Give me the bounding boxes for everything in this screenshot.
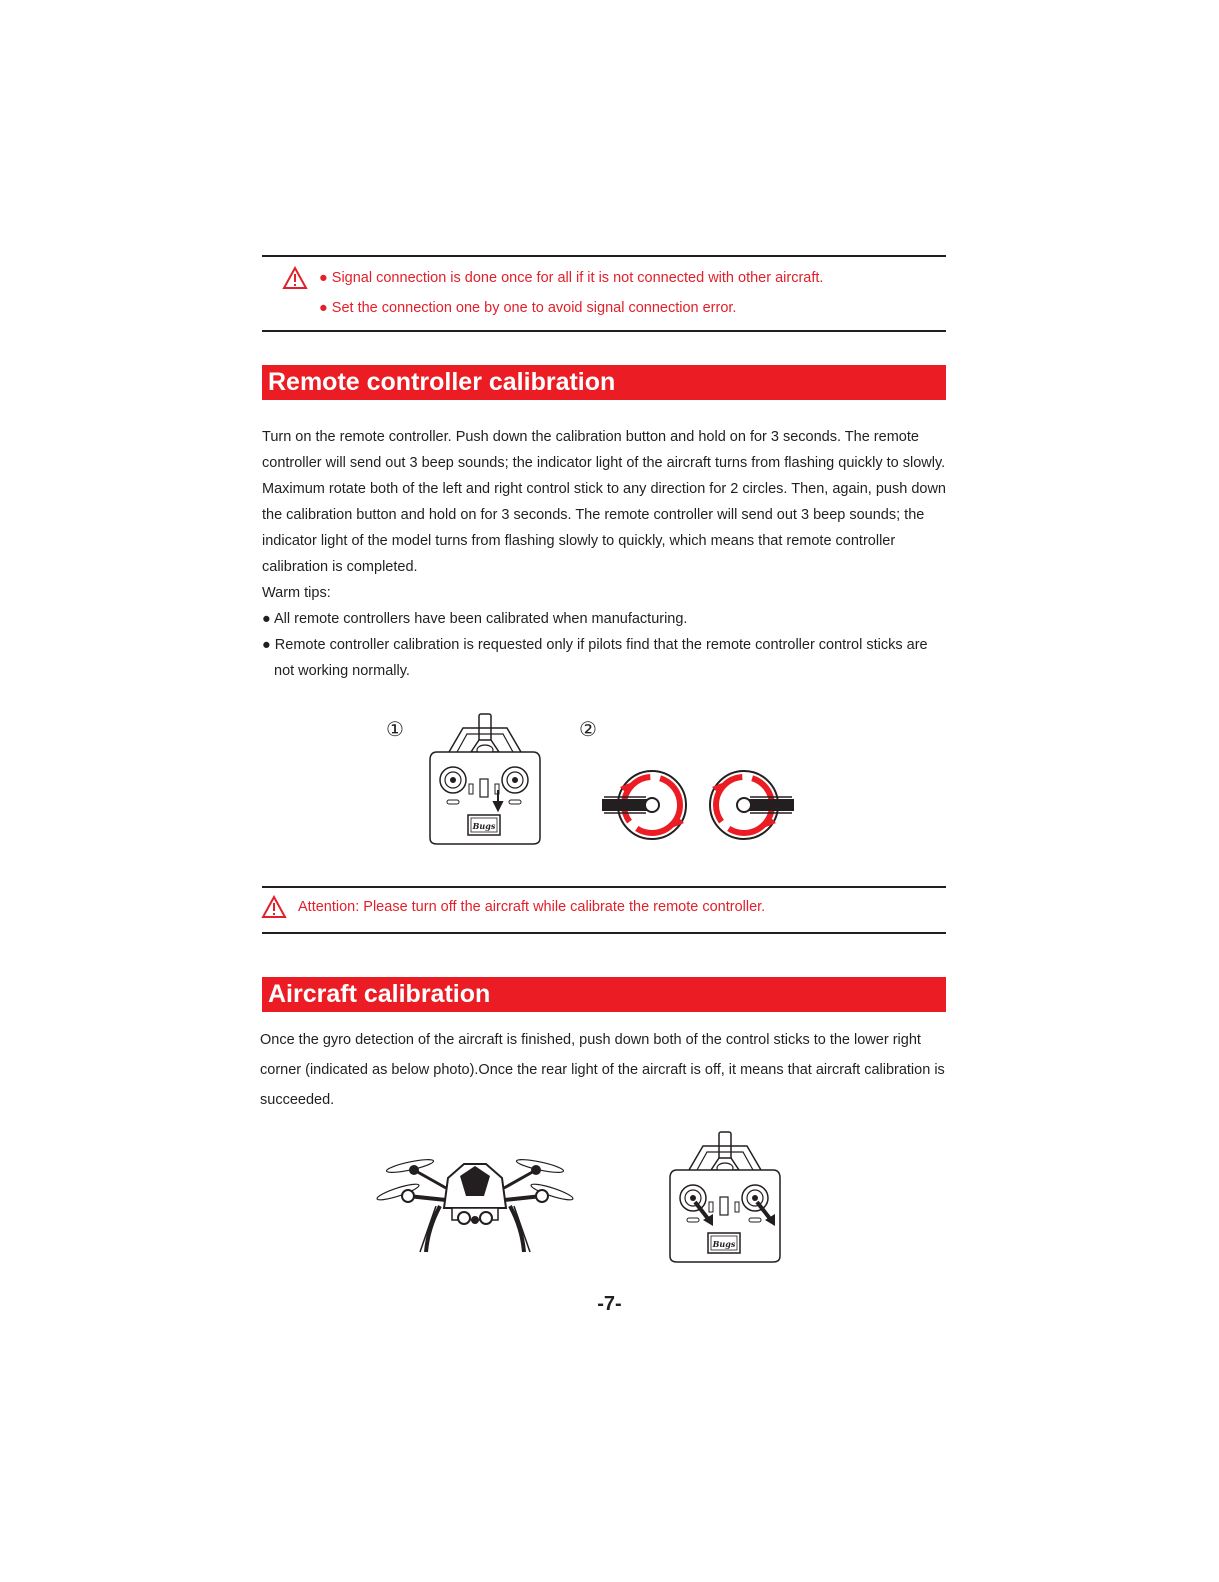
left-stick-rotation-icon: [602, 771, 686, 839]
step-2-marker: ②: [579, 717, 597, 741]
top-divider-bottom: [262, 330, 946, 332]
brand-label: Bugs: [472, 821, 496, 831]
drone-illustration: [376, 1148, 574, 1258]
remote-calibration-paragraph: Turn on the remote controller. Push down the calibration button and hold on for 3 seconds. The remote controller will send out 3 beep sounds; the indicator light of the aircraft turns from flashing quickly to slowly. Maximum rotate both of the left and right control stick to any direction for 2 circles. Then, again, push down the calibration button and hold on for 3 seconds. The remote controller will send out 3 beep sounds; the indicator light of the model turns from flashing slowly to quickly, which means that remote controller calibration is completed.: [262, 429, 946, 575]
warning-triangle-icon: [282, 266, 308, 290]
attention-divider-top: [262, 886, 946, 888]
section-title: Aircraft calibration: [268, 980, 491, 1008]
section-header-remote-calibration: [262, 365, 946, 400]
section-title: Remote controller calibration: [268, 368, 616, 396]
brand-label: Bugs: [712, 1239, 736, 1249]
warm-tip-item: ● All remote controllers have been calibrated when manufacturing.: [262, 611, 688, 627]
warm-tips-heading: Warm tips:: [262, 585, 331, 601]
right-stick-rotation-icon: [710, 771, 794, 839]
warm-tip-item: ● Remote controller calibration is requested only if pilots find that the remote controller control sticks are not working normally.: [262, 637, 928, 679]
remote-controller-calibration-illustration: [667, 1130, 783, 1266]
top-divider: [262, 255, 946, 257]
section-header-aircraft-calibration: [262, 977, 946, 1012]
page-number: -7-: [597, 1293, 622, 1315]
remote-calibration-body: [262, 424, 946, 684]
remote-controller-illustration: [427, 712, 543, 848]
aircraft-calibration-body: [260, 1025, 950, 1115]
attention-divider-bottom: [262, 932, 946, 934]
attention-text: Attention: Please turn off the aircraft while calibrate the remote controller.: [298, 899, 766, 915]
aircraft-calibration-paragraph: Once the gyro detection of the aircraft is finished, push down both of the control sticks to the lower right corner (indicated as below photo).Once the rear light of the aircraft is off, it means that aircraft calibration is succeeded.: [260, 1032, 945, 1108]
warning-line-2: ● Set the connection one by one to avoid signal connection error.: [319, 300, 737, 316]
stick-rotation-illustration: [600, 767, 796, 843]
warning-line-1: ● Signal connection is done once for all if it is not connected with other aircraft.: [319, 270, 824, 286]
warning-triangle-icon: [261, 895, 287, 919]
step-1-marker: ①: [386, 717, 404, 741]
